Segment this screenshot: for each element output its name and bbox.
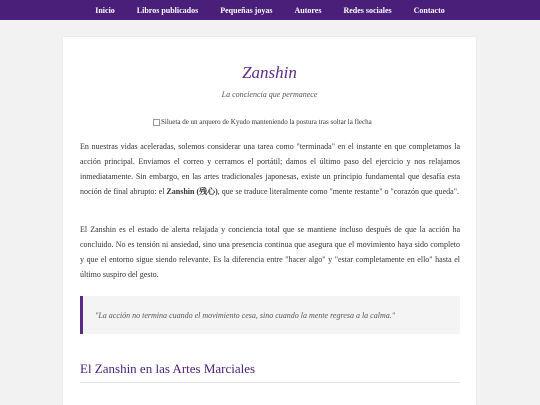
article-subtitle: La conciencia que permanece	[221, 90, 318, 99]
blockquote	[80, 296, 460, 334]
article-card	[63, 37, 476, 405]
image-alt-text: Silueta de un arquero de Kyudo manteniendo la postura tras soltar la flecha	[161, 118, 372, 126]
nav-contacto[interactable]: Contacto	[413, 5, 445, 15]
quote-text: "La acción no termina cuando el movimiento cesa, sino cuando la mente regresa a la calma."	[95, 310, 396, 320]
definition-paragraph: El Zanshin es el estado de alerta relajada y conciencia total que se mantiene incluso después de que la acción ha concluido. No es tensión ni ansiedad, sino una presencia continua que asegura que el movimiento haya sido completo y que el entorno sigue siendo relevante. Es la diferencia entre "hacer algo" y "estar completamente en ello" hasta el último suspiro del gesto.	[80, 225, 460, 279]
top-navigation	[0, 0, 540, 20]
intro-text-end: , que se traduce literalmente como "mente restante" o "corazón que queda".	[217, 187, 459, 196]
nav-redes-sociales[interactable]: Redes sociales	[343, 5, 392, 15]
nav-inicio[interactable]: Inicio	[95, 5, 115, 15]
article-image	[153, 117, 388, 127]
broken-image-icon	[153, 119, 160, 126]
nav-libros-publicados[interactable]: Libros publicados	[136, 5, 199, 15]
section-divider	[80, 382, 460, 383]
section-heading: El Zanshin en las Artes Marciales	[80, 361, 256, 376]
article-title: Zanshin	[242, 63, 297, 82]
nav-pequenas-joyas[interactable]: Pequeñas joyas	[220, 5, 273, 15]
zanshin-term: Zanshin (残心)	[166, 187, 218, 196]
intro-text-start: En nuestras vidas aceleradas, solemos considerar una tarea como "terminada" en el instante en que completamos la acción principal. Enviamos el correo y cerramos el portátil; damos el último paso del ejercicio y nos relajamos inmediatamente. Sin embargo, en las artes tradicionales japonesas, existe un principio fundamental que desafía esta noción de final abrupto: el	[80, 142, 460, 196]
nav-autores[interactable]: Autores	[294, 5, 322, 15]
intro-paragraph	[80, 139, 460, 199]
